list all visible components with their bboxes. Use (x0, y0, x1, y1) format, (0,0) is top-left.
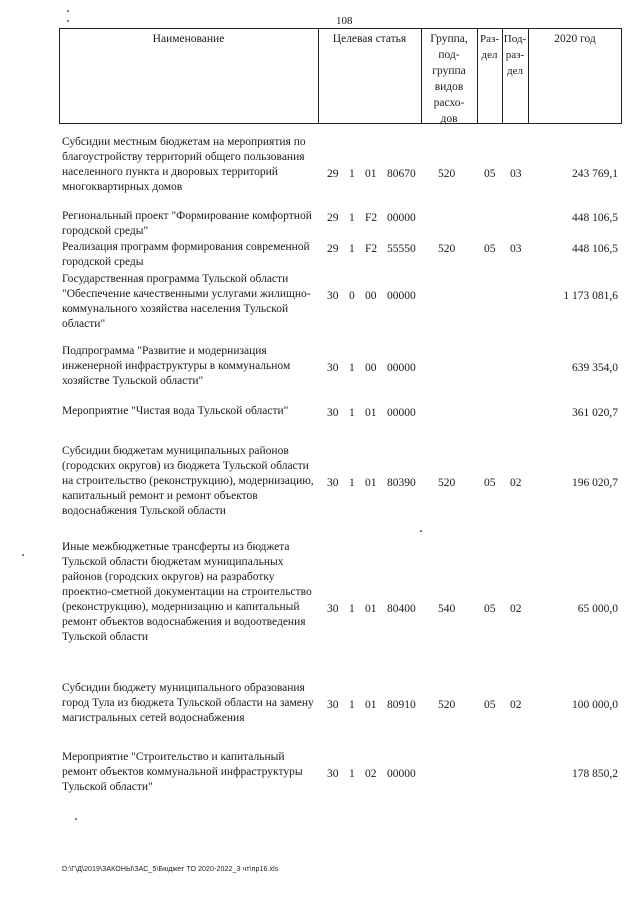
section-code: 05 (484, 699, 496, 711)
amount-2020: 361 020,7 (572, 407, 618, 419)
amount-2020: 448 106,5 (572, 212, 618, 224)
target-article-subprogram: 1 (349, 699, 355, 711)
amount-2020: 639 354,0 (572, 362, 618, 374)
target-article-code: 80390 (387, 477, 416, 489)
amount-2020: 243 769,1 (572, 168, 618, 180)
header-subsection (502, 31, 528, 79)
subsection-code: 03 (510, 168, 522, 180)
section-code: 05 (484, 243, 496, 255)
expense-group: 540 (438, 603, 456, 615)
header-section-line: Раз- (479, 33, 499, 45)
target-article-program: 29 (327, 168, 339, 180)
target-article-code: 55550 (387, 243, 416, 255)
header-group-line: Группа, (430, 33, 468, 45)
target-article-subprogram: 1 (349, 362, 355, 374)
amount-2020: 448 106,5 (572, 243, 618, 255)
row-name: Субсидии местным бюджетам на мероприятия по благоустройству территорий общего пользования населенного пункта и дворовых территорий многоквартирных домов (62, 136, 306, 193)
section-code: 05 (484, 603, 496, 615)
target-article-event: 01 (365, 407, 377, 419)
scan-speck (67, 10, 69, 12)
row-name: Мероприятие "Чистая вода Тульской области" (62, 405, 289, 417)
expense-group: 520 (438, 477, 456, 489)
target-article-program: 30 (327, 603, 339, 615)
header-name: Наименование (152, 33, 225, 45)
scan-speck (22, 554, 24, 556)
scan-speck (75, 818, 77, 820)
target-article-subprogram: 1 (349, 768, 355, 780)
target-article-program: 29 (327, 212, 339, 224)
target-article-code: 00000 (387, 768, 416, 780)
expense-group: 520 (438, 243, 456, 255)
target-article-event: 02 (365, 768, 377, 780)
target-article-subprogram: 1 (349, 407, 355, 419)
target-article-event: 01 (365, 477, 377, 489)
header-year: 2020 год (554, 33, 596, 45)
target-article-subprogram: 1 (349, 243, 355, 255)
target-article-subprogram: 1 (349, 477, 355, 489)
header-subsection-line: Под- (503, 33, 527, 45)
target-article-program: 30 (327, 699, 339, 711)
section-code: 05 (484, 477, 496, 489)
header-group-line: дов (440, 113, 458, 125)
header-group-line: под- (438, 49, 460, 61)
target-article-event: F2 (365, 243, 378, 255)
target-article-program: 30 (327, 290, 339, 302)
amount-2020: 1 173 081,6 (563, 290, 618, 302)
target-article-code: 00000 (387, 290, 416, 302)
subsection-code: 02 (510, 699, 522, 711)
row-name: Иные межбюджетные трансферты из бюджета Тульской области бюджетам муниципальных районов (городских округов) на разработку проектно-сметной документации на строительство (реконструкцию), модернизацию и капитальный ремонт объектов водоснабжения и водоотведения Тульской области (62, 541, 312, 643)
target-article-code: 00000 (387, 212, 416, 224)
amount-2020: 196 020,7 (572, 477, 618, 489)
scan-speck (67, 20, 69, 22)
amount-2020: 100 000,0 (572, 699, 618, 711)
scan-speck (420, 530, 422, 532)
amount-2020: 178 850,2 (572, 768, 618, 780)
target-article-program: 30 (327, 768, 339, 780)
target-article-event: 01 (365, 699, 377, 711)
expense-group: 520 (438, 168, 456, 180)
expense-group: 520 (438, 699, 456, 711)
amount-2020: 65 000,0 (577, 603, 618, 615)
target-article-program: 30 (327, 477, 339, 489)
row-name: Подпрограмма "Развитие и модернизация инженерной инфраструктуры в коммунальном хозяйстве Тульской области" (62, 345, 291, 387)
header-group-line: группа (432, 65, 466, 77)
target-article-code: 80910 (387, 699, 416, 711)
header-subsection-line: дел (507, 65, 523, 77)
target-article-event: F2 (365, 212, 378, 224)
page-number: 108 (336, 15, 353, 27)
header-group-line: видов (434, 81, 464, 93)
header-target-article: Целевая статья (332, 33, 407, 45)
target-article-event: 01 (365, 168, 377, 180)
header-section-line: дел (481, 49, 498, 61)
row-name: Государственная программа Тульской области "Обеспечение качественными услугами жилищно-коммунального хозяйства населения Тульской области" (62, 273, 311, 330)
file-path-footer: D:\Г\Д\2019\ЗАКОНЫ\ЗАС_5\Бюджет ТО 2020-2022_3 чт\пр16.xls (62, 866, 279, 873)
target-article-subprogram: 1 (349, 603, 355, 615)
target-article-event: 01 (365, 603, 377, 615)
section-code: 05 (484, 168, 496, 180)
target-article-subprogram: 1 (349, 168, 355, 180)
target-article-code: 80670 (387, 168, 416, 180)
target-article-subprogram: 1 (349, 212, 355, 224)
row-name: Субсидии бюджету муниципального образования город Тула из бюджета Тульской области на замену магистральных сетей водоснабжения (62, 682, 314, 724)
target-article-program: 30 (327, 362, 339, 374)
row-name: Реализация программ формирования современной городской среды (62, 241, 310, 268)
subsection-code: 03 (510, 243, 522, 255)
row-name: Субсидии бюджетам муниципальных районов (городских округов) из бюджета Тульской области на строительство (реконструкцию), модернизацию, капитальный ремонт и ремонт объектов водоснабжения Тульской области (62, 445, 314, 517)
target-article-code: 00000 (387, 407, 416, 419)
header-group (421, 31, 477, 127)
header-section (477, 31, 502, 63)
target-article-event: 00 (365, 290, 377, 302)
target-article-event: 00 (365, 362, 377, 374)
target-article-program: 30 (327, 407, 339, 419)
row-name: Мероприятие "Строительство и капитальный ремонт объектов коммунальной инфраструктуры Тульской области" (62, 751, 303, 793)
subsection-code: 02 (510, 603, 522, 615)
target-article-code: 00000 (387, 362, 416, 374)
target-article-code: 80400 (387, 603, 416, 615)
subsection-code: 02 (510, 477, 522, 489)
target-article-program: 29 (327, 243, 339, 255)
row-name: Региональный проект "Формирование комфортной городской среды" (62, 210, 312, 237)
header-subsection-line: раз- (505, 49, 525, 61)
header-group-line: расхо- (433, 97, 465, 109)
target-article-subprogram: 0 (349, 290, 355, 302)
